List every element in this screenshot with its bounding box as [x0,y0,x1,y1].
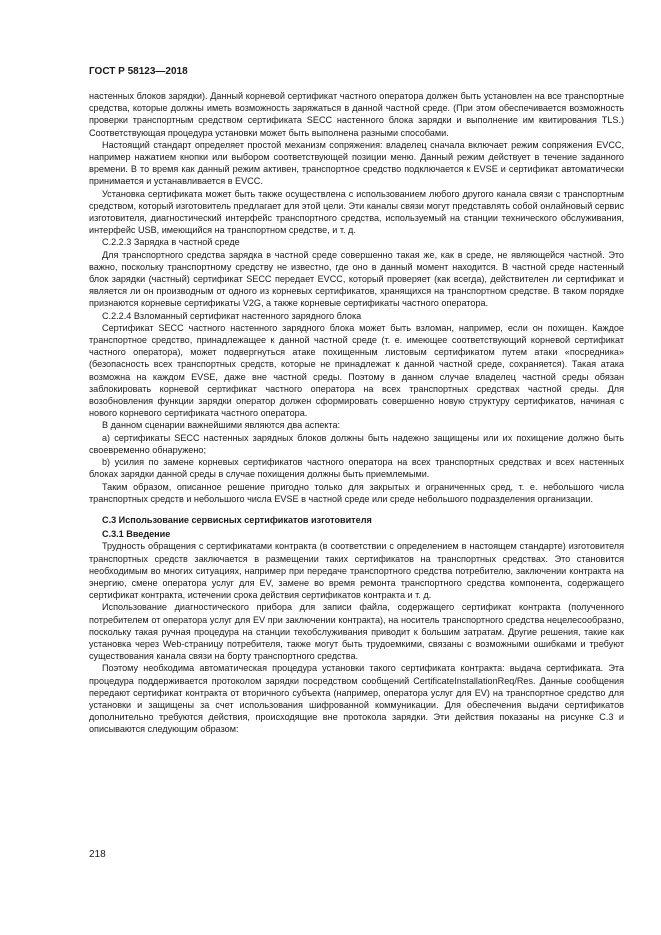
paragraph-installation-channels: Установка сертификата может быть также осуществлена с использованием любого другого канала связи с транспортным средством, который изготовитель предлагает для этой цели. Эти каналы связи могут представлять собой онлайновый сервис изготовителя, диагностический интерфейс транспортного средства, используемый на станции технического обслуживания, интерфейс USB, имеющийся на транспортном средстве, и т. д. [89,188,624,236]
paragraph-continuation: настенных блоков зарядки). Данный корневой сертификат частного оператора должен быть установлен на все транспортные средства, которые должны иметь возможность заряжаться в данной частной среде. (При этом обеспечивается возможность проверки транспортным средством сертификата SECC настенного блока зарядки и выполнение им квитирования TLS.) Соответствующая процедура установки может быть выполнена разными способами. [89,91,624,138]
paragraph-pairing-mechanism: Настоящий стандарт определяет простой механизм сопряжения: владелец сначала включает режим сопряжения EVCC, например нажатием кнопки или выбором соответствующей позиции меню. Данный режим действует в течение заданного времени. В то время как данный режим активен, транспортное средство подключается к EVSE и сертификат автоматически принимается и устанавливается в EVCC. [89,139,624,187]
paragraph-diagnostic-tool: Использование диагностического прибора для записи файла, содержащего сертификат контракта (полученного потребителем от оператора услуг для EV при заключении контракта), на носитель транспортного средства нецелесообразно, поскольку такая ручная процедура на станции техобслуживания приводит к большим затратам. Другие решения, такие как установка через Web-страницу потребителя, также могут быть трудоемкими, связаны с возможными ошибками и требуют существования канала связи на борту транспортного средства. [89,602,624,662]
paragraph-automatic-procedure: Поэтому необходима автоматическая процедура установки такого сертификата контракта: выдача сертификата. Эта процедура поддерживается протоколом зарядки посредством сообщений CertificateInstallationReq/Res. Данные сообщения передают сертификат контракта от вторичного субъекта (например, оператора услуг для EV) на транспортное средство для установки и защищены за счет использования шифрованной коммуникации. Для обеспечения выдачи сертификатов дополнительно требуются действия, происходящие вне протокола зарядки. Эти действия показаны на рисунке C.3 и описываются следующим образом: [89,663,624,735]
document-header: ГОСТ Р 58123—2018 [89,66,188,77]
page-body [89,90,624,736]
paragraph-contract-difficulty: Трудность обращения с сертификатами контракта (в соответствии с определением в настоящем стандарте) изготовителя транспортных средств заключается в размещении таких сертификатов на транспортных средствах. Это становится необходимым во многих ситуациях, например при передаче транспортного средства потребителю, заключении контракта на энергию, смене оператора услуг для EV, замене во время ремонта транспортного средства компонента, содержащего сертификат контракта, истечении срока действия сертификатов контракта и т. д. [89,541,624,601]
paragraph-compromised-certificate: Сертификат SECC частного настенного зарядного блока может быть взломан, например, если он похищен. Каждое транспортное средство, принадлежащее к данной частной среде (т. е. имеющее соответствующий корневой сертификат частного оператора), может подвергнуться атаке похищенным листовым сертификатом путем атаки «посредника» (безопасность всех транспортных средств, которые не принадлежат к данной частной среде, сохраняется). Такая атака возможна на каждом EVSE, даже вне частной среды. Поэтому в данном случае владелец частной среды обязан заблокировать корневой сертификат частного оператора на всех транспортных средствах частной среды. Для возобновления функции зарядки оператор должен сформировать совершенно новую структуру сертификатов, начиная с нового корневого сертификата частного оператора. [89,322,624,419]
list-item-b: b) усилия по замене корневых сертификатов частного оператора на всех транспортных средствах и всех настенных блоках зарядки данной среды в случае похищения должны быть приемлемыми. [89,457,624,480]
list-item-a: a) сертификаты SECC настенных зарядных блоков должны быть надежно защищены или их похищение должно быть своевременно обнаружено; [89,432,624,455]
section-heading-c31: C.3.1 Введение [102,529,171,540]
page-number: 218 [89,849,106,860]
paragraph-conclusion: Таким образом, описанное решение пригодно только для закрытых и ограниченных сред, т. е. небольшого числа транспортных средств и небольшого числа EVSE в частной среде или среде небольшого подразделения организации. [89,481,624,504]
paragraph-private-charging: Для транспортного средства зарядка в частной среде совершенно такая же, как в среде, не являющейся частной. Это важно, поскольку транспортному средству не известно, где оно в данный момент находится. В частной среде настенный блок зарядки (частный) сертификат SECC передает EVCC, который проверяет (как всегда), действителен ли сертификат и является ли он производным от одного из корневых сертификатов, хранящихся на транспортном средстве. В таком порядке признаются корневые сертификаты V2G, а также корневые сертификаты частного оператора. [89,249,624,309]
clause-heading-c224: C.2.2.4 Взломанный сертификат настенного зарядного блока [102,310,362,321]
section-heading-c3: C.3 Использование сервисных сертификатов изготовителя [102,514,372,525]
clause-heading-c223: C.2.2.3 Зарядка в частной среде [102,237,240,248]
paragraph-two-aspects: В данном сценарии важнейшими являются два аспекта: [102,420,341,431]
